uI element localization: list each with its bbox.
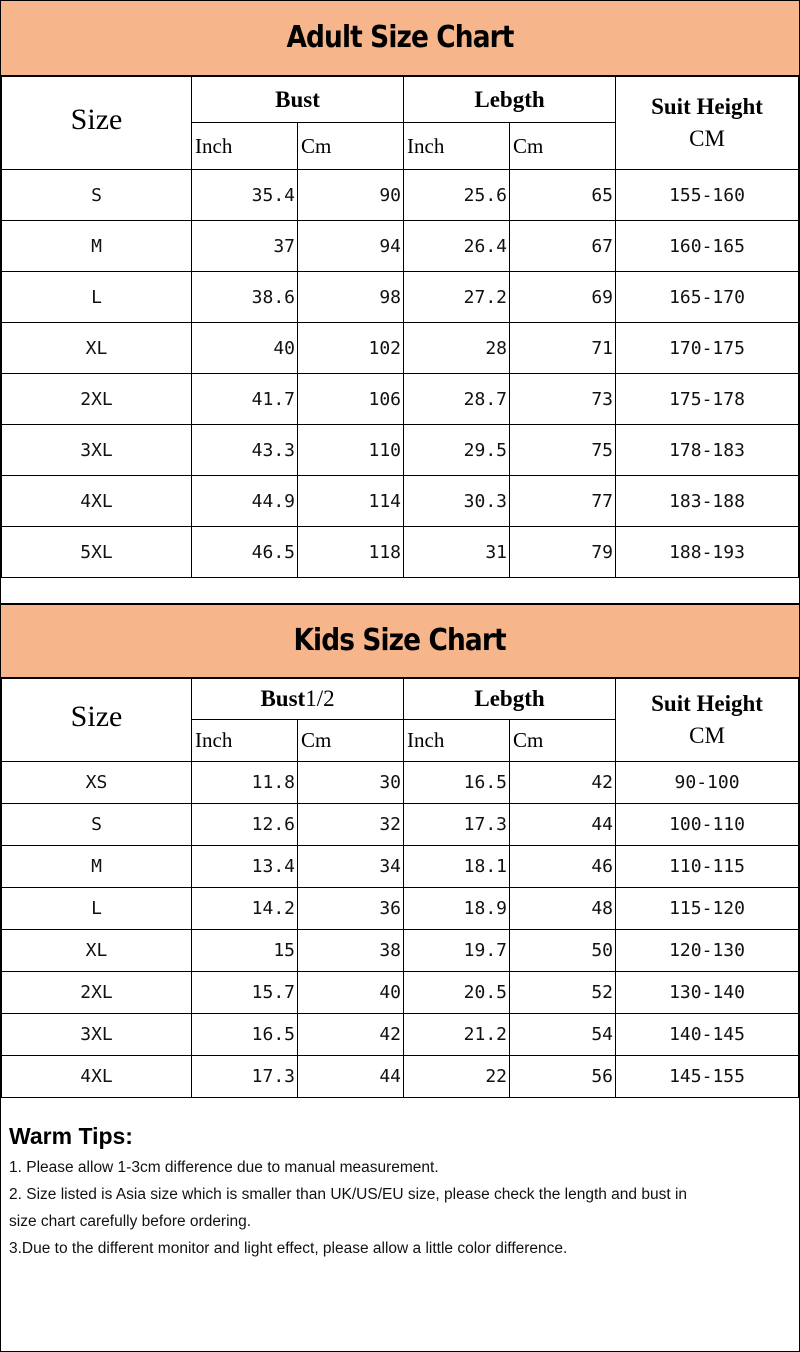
table-row — [2, 930, 799, 972]
table-row — [2, 527, 799, 578]
height-cell: 110-115 — [616, 846, 799, 888]
length-inch-cell: 30.3 — [404, 476, 510, 527]
size-cell: M — [2, 846, 192, 888]
length-cm-header: Cm — [510, 720, 616, 762]
kids-table-body — [2, 762, 799, 1098]
bust-cm-cell: 40 — [298, 972, 404, 1014]
length-inch-cell: 27.2 — [404, 272, 510, 323]
warm-tips-title: Warm Tips: — [9, 1123, 133, 1149]
length-group-header: Lebgth — [404, 679, 616, 720]
size-column-header: Size — [2, 77, 192, 170]
height-cell: 188-193 — [616, 527, 799, 578]
length-inch-cell: 18.9 — [404, 888, 510, 930]
bust-cm-cell: 118 — [298, 527, 404, 578]
length-inch-cell: 22 — [404, 1056, 510, 1098]
bust-cm-cell: 102 — [298, 323, 404, 374]
table-row — [2, 323, 799, 374]
length-inch-cell: 28 — [404, 323, 510, 374]
height-cell: 130-140 — [616, 972, 799, 1014]
tip-line: 3.Due to the different monitor and light effect, please allow a little color difference. — [9, 1240, 568, 1257]
bust-cm-cell: 32 — [298, 804, 404, 846]
length-inch-header: Inch — [404, 123, 510, 170]
height-cell: 170-175 — [616, 323, 799, 374]
table-row — [2, 476, 799, 527]
size-cell: 4XL — [2, 1056, 192, 1098]
table-row — [2, 425, 799, 476]
length-cm-cell: 46 — [510, 846, 616, 888]
length-cm-cell: 42 — [510, 762, 616, 804]
length-inch-header: Inch — [404, 720, 510, 762]
size-cell: 5XL — [2, 527, 192, 578]
length-inch-cell: 28.7 — [404, 374, 510, 425]
warm-tips — [9, 1123, 789, 1262]
bust-inch-cell: 41.7 — [192, 374, 298, 425]
size-cell: 3XL — [2, 1014, 192, 1056]
length-inch-cell: 25.6 — [404, 170, 510, 221]
bust-inch-cell: 40 — [192, 323, 298, 374]
length-cm-cell: 71 — [510, 323, 616, 374]
size-cell: XL — [2, 323, 192, 374]
bust-inch-cell: 14.2 — [192, 888, 298, 930]
length-inch-cell: 18.1 — [404, 846, 510, 888]
length-cm-cell: 67 — [510, 221, 616, 272]
height-cell: 155-160 — [616, 170, 799, 221]
size-cell: 2XL — [2, 972, 192, 1014]
adult-chart-title: Adult Size Chart — [1, 1, 799, 76]
bust-cm-cell: 106 — [298, 374, 404, 425]
height-cell: 115-120 — [616, 888, 799, 930]
length-inch-cell: 17.3 — [404, 804, 510, 846]
length-cm-cell: 73 — [510, 374, 616, 425]
adult-size-table — [1, 76, 799, 578]
length-cm-cell: 65 — [510, 170, 616, 221]
bust-cm-cell: 110 — [298, 425, 404, 476]
height-cell: 90-100 — [616, 762, 799, 804]
length-cm-cell: 44 — [510, 804, 616, 846]
table-row — [2, 221, 799, 272]
length-cm-cell: 56 — [510, 1056, 616, 1098]
kids-size-table — [1, 678, 799, 1098]
bust-cm-header: Cm — [298, 123, 404, 170]
height-cell: 145-155 — [616, 1056, 799, 1098]
size-cell: 3XL — [2, 425, 192, 476]
bust-inch-header: Inch — [192, 720, 298, 762]
table-row — [2, 170, 799, 221]
bust-cm-cell: 30 — [298, 762, 404, 804]
length-group-header: Lebgth — [404, 77, 616, 123]
bust-inch-cell: 15.7 — [192, 972, 298, 1014]
length-cm-cell: 75 — [510, 425, 616, 476]
table-row — [2, 762, 799, 804]
size-cell: L — [2, 272, 192, 323]
size-cell: XS — [2, 762, 192, 804]
size-cell: S — [2, 170, 192, 221]
bust-cm-cell: 38 — [298, 930, 404, 972]
bust-cm-header: Cm — [298, 720, 404, 762]
length-inch-cell: 29.5 — [404, 425, 510, 476]
bust-inch-cell: 43.3 — [192, 425, 298, 476]
length-cm-cell: 77 — [510, 476, 616, 527]
table-row — [2, 804, 799, 846]
table-row — [2, 846, 799, 888]
tip-line: 2. Size listed is Asia size which is smaller than UK/US/EU size, please check the length and bust in — [9, 1186, 688, 1203]
bust-inch-cell: 37 — [192, 221, 298, 272]
length-cm-cell: 69 — [510, 272, 616, 323]
bust-inch-cell: 15 — [192, 930, 298, 972]
bust-cm-cell: 36 — [298, 888, 404, 930]
height-cell: 120-130 — [616, 930, 799, 972]
bust-group-header: Bust — [192, 77, 404, 123]
size-cell: XL — [2, 930, 192, 972]
length-cm-cell: 52 — [510, 972, 616, 1014]
height-cell: 175-178 — [616, 374, 799, 425]
section-gap — [1, 579, 799, 604]
length-cm-cell: 54 — [510, 1014, 616, 1056]
length-inch-cell: 19.7 — [404, 930, 510, 972]
table-row — [2, 972, 799, 1014]
bust-inch-cell: 17.3 — [192, 1056, 298, 1098]
height-cell: 183-188 — [616, 476, 799, 527]
size-cell: L — [2, 888, 192, 930]
height-cell: 160-165 — [616, 221, 799, 272]
length-cm-cell: 48 — [510, 888, 616, 930]
bust-cm-cell: 44 — [298, 1056, 404, 1098]
table-row — [2, 1056, 799, 1098]
size-cell: S — [2, 804, 192, 846]
table-row — [2, 888, 799, 930]
size-cell: M — [2, 221, 192, 272]
bust-cm-cell: 98 — [298, 272, 404, 323]
bust-inch-header: Inch — [192, 123, 298, 170]
length-cm-cell: 50 — [510, 930, 616, 972]
bust-group-header: Bust1/2 — [192, 679, 404, 720]
length-cm-header: Cm — [510, 123, 616, 170]
suit-height-header: Suit Height CM — [616, 77, 799, 170]
kids-chart-title: Kids Size Chart — [1, 604, 799, 678]
length-inch-cell: 31 — [404, 527, 510, 578]
bust-cm-cell: 34 — [298, 846, 404, 888]
size-cell: 4XL — [2, 476, 192, 527]
length-cm-cell: 79 — [510, 527, 616, 578]
height-cell: 140-145 — [616, 1014, 799, 1056]
bust-cm-cell: 114 — [298, 476, 404, 527]
length-inch-cell: 21.2 — [404, 1014, 510, 1056]
bust-inch-cell: 12.6 — [192, 804, 298, 846]
height-cell: 165-170 — [616, 272, 799, 323]
adult-table-body — [2, 170, 799, 578]
height-cell: 100-110 — [616, 804, 799, 846]
bust-inch-cell: 44.9 — [192, 476, 298, 527]
tip-line: 1. Please allow 1-3cm difference due to manual measurement. — [9, 1159, 439, 1176]
bust-inch-cell: 46.5 — [192, 527, 298, 578]
length-inch-cell: 16.5 — [404, 762, 510, 804]
table-row — [2, 1014, 799, 1056]
bust-inch-cell: 13.4 — [192, 846, 298, 888]
size-cell: 2XL — [2, 374, 192, 425]
bust-cm-cell: 94 — [298, 221, 404, 272]
length-inch-cell: 26.4 — [404, 221, 510, 272]
bust-inch-cell: 35.4 — [192, 170, 298, 221]
length-inch-cell: 20.5 — [404, 972, 510, 1014]
bust-inch-cell: 16.5 — [192, 1014, 298, 1056]
height-cell: 178-183 — [616, 425, 799, 476]
table-row — [2, 374, 799, 425]
bust-cm-cell: 90 — [298, 170, 404, 221]
table-row — [2, 272, 799, 323]
tip-line: size chart carefully before ordering. — [9, 1213, 252, 1230]
bust-inch-cell: 38.6 — [192, 272, 298, 323]
suit-height-header: Suit Height CM — [616, 679, 799, 762]
bust-cm-cell: 42 — [298, 1014, 404, 1056]
bust-inch-cell: 11.8 — [192, 762, 298, 804]
size-column-header: Size — [2, 679, 192, 762]
